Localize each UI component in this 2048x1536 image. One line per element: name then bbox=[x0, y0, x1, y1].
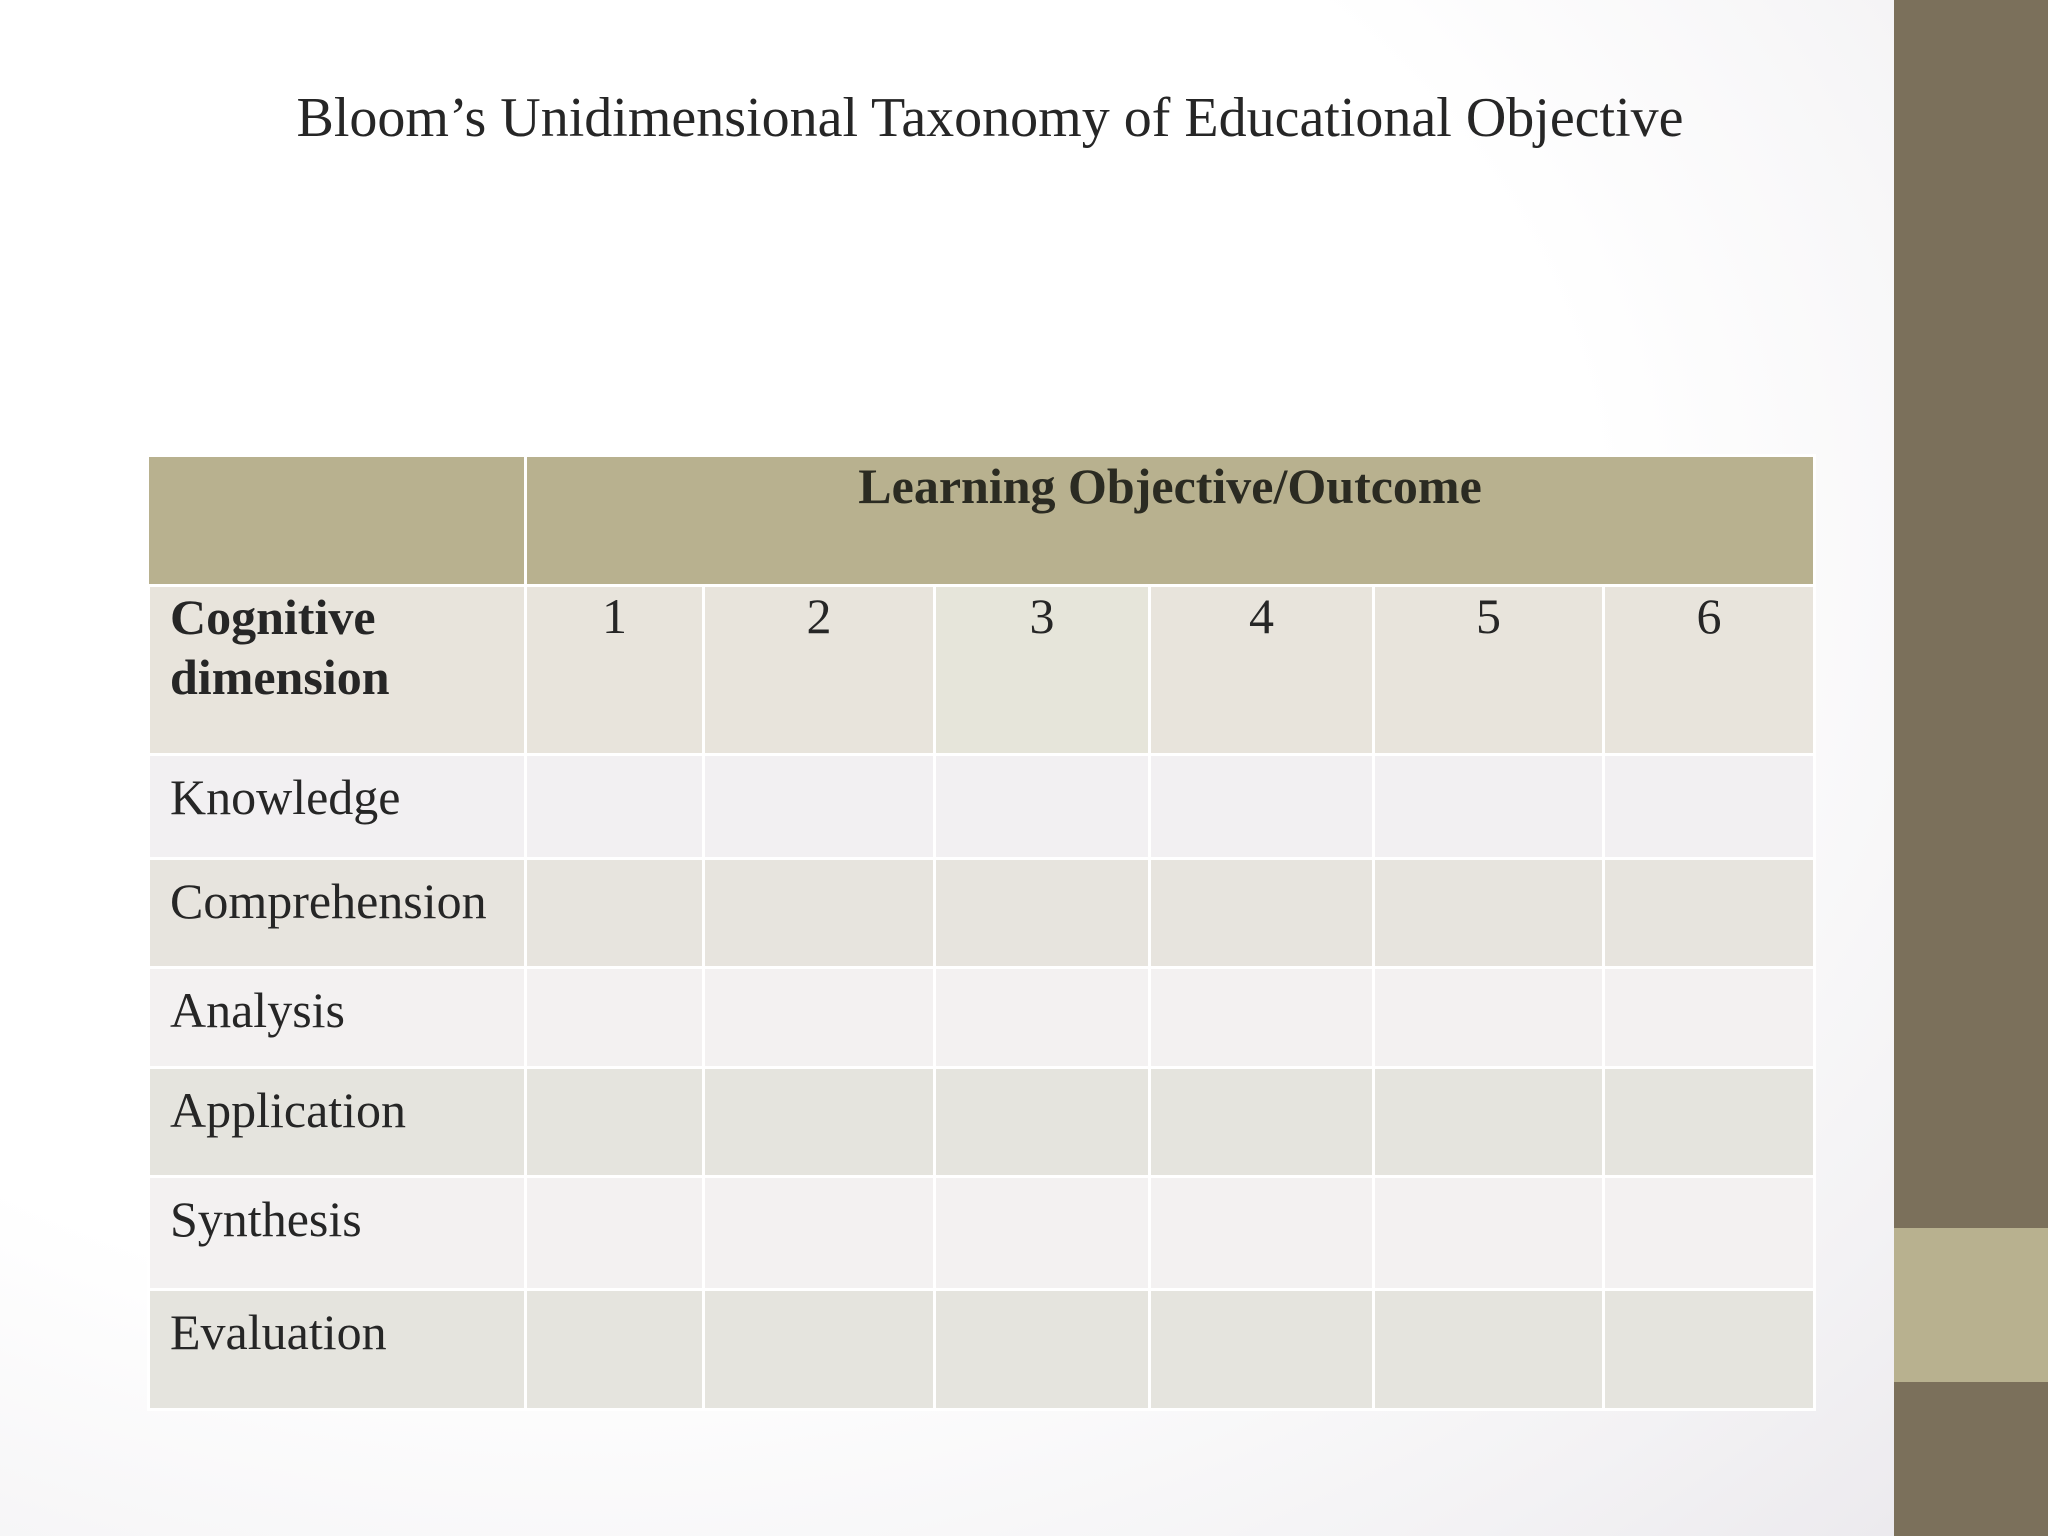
group-header-learning-objective: Learning Objective/Outcome bbox=[526, 456, 1815, 586]
table-row bbox=[149, 1068, 1815, 1177]
sidebar-accent-band bbox=[1894, 1228, 2048, 1382]
table-cell bbox=[935, 1290, 1150, 1410]
table-cell bbox=[1150, 755, 1374, 859]
row-label-analysis: Analysis bbox=[149, 968, 526, 1068]
table-cell bbox=[1150, 1290, 1374, 1410]
slide-title: Bloom’s Unidimensional Taxonomy of Educational Objective bbox=[296, 87, 1684, 149]
table-cell bbox=[1604, 755, 1815, 859]
taxonomy-table bbox=[147, 454, 1816, 1411]
table-row bbox=[149, 968, 1815, 1068]
row-label-application: Application bbox=[149, 1068, 526, 1177]
table-cell bbox=[935, 968, 1150, 1068]
table-cell bbox=[935, 755, 1150, 859]
table-cell bbox=[526, 1177, 704, 1290]
column-header-3: 3 bbox=[935, 586, 1150, 755]
column-header-6: 6 bbox=[1604, 586, 1815, 755]
table-group-header-row bbox=[149, 456, 1815, 586]
table-row bbox=[149, 859, 1815, 968]
table-cell bbox=[1604, 968, 1815, 1068]
table-cell bbox=[1374, 859, 1604, 968]
table-cell bbox=[1374, 1290, 1604, 1410]
table-cell bbox=[704, 968, 935, 1068]
table-cell bbox=[1150, 859, 1374, 968]
table-cell bbox=[526, 1290, 704, 1410]
table-cell bbox=[1150, 1177, 1374, 1290]
column-header-1: 1 bbox=[526, 586, 704, 755]
table-cell bbox=[704, 755, 935, 859]
row-header-label: Cognitive dimension bbox=[149, 586, 526, 755]
table-cell bbox=[526, 1068, 704, 1177]
column-header-4: 4 bbox=[1150, 586, 1374, 755]
table-row bbox=[149, 1290, 1815, 1410]
table-cell bbox=[1150, 968, 1374, 1068]
table-cell bbox=[526, 859, 704, 968]
table-cell bbox=[704, 1177, 935, 1290]
table-cell bbox=[1604, 1177, 1815, 1290]
table-cell bbox=[935, 1177, 1150, 1290]
table-cell bbox=[1374, 755, 1604, 859]
table-cell bbox=[1604, 1068, 1815, 1177]
row-label-evaluation: Evaluation bbox=[149, 1290, 526, 1410]
table-row bbox=[149, 755, 1815, 859]
table-cell bbox=[1150, 1068, 1374, 1177]
row-label-synthesis: Synthesis bbox=[149, 1177, 526, 1290]
table-cell bbox=[526, 755, 704, 859]
table-cell bbox=[1604, 859, 1815, 968]
row-label-comprehension: Comprehension bbox=[149, 859, 526, 968]
table-corner-cell bbox=[149, 456, 526, 586]
table-cell bbox=[1374, 1177, 1604, 1290]
column-header-5: 5 bbox=[1374, 586, 1604, 755]
table-cell bbox=[1374, 968, 1604, 1068]
column-header-2: 2 bbox=[704, 586, 935, 755]
table-cell bbox=[704, 1068, 935, 1177]
table-cell bbox=[526, 968, 704, 1068]
row-label-knowledge: Knowledge bbox=[149, 755, 526, 859]
table-cell bbox=[935, 1068, 1150, 1177]
table-cell bbox=[1374, 1068, 1604, 1177]
table-cell bbox=[704, 1290, 935, 1410]
table-row bbox=[149, 1177, 1815, 1290]
table-column-header-row bbox=[149, 586, 1815, 755]
table-cell bbox=[1604, 1290, 1815, 1410]
table-cell bbox=[935, 859, 1150, 968]
table-cell bbox=[704, 859, 935, 968]
